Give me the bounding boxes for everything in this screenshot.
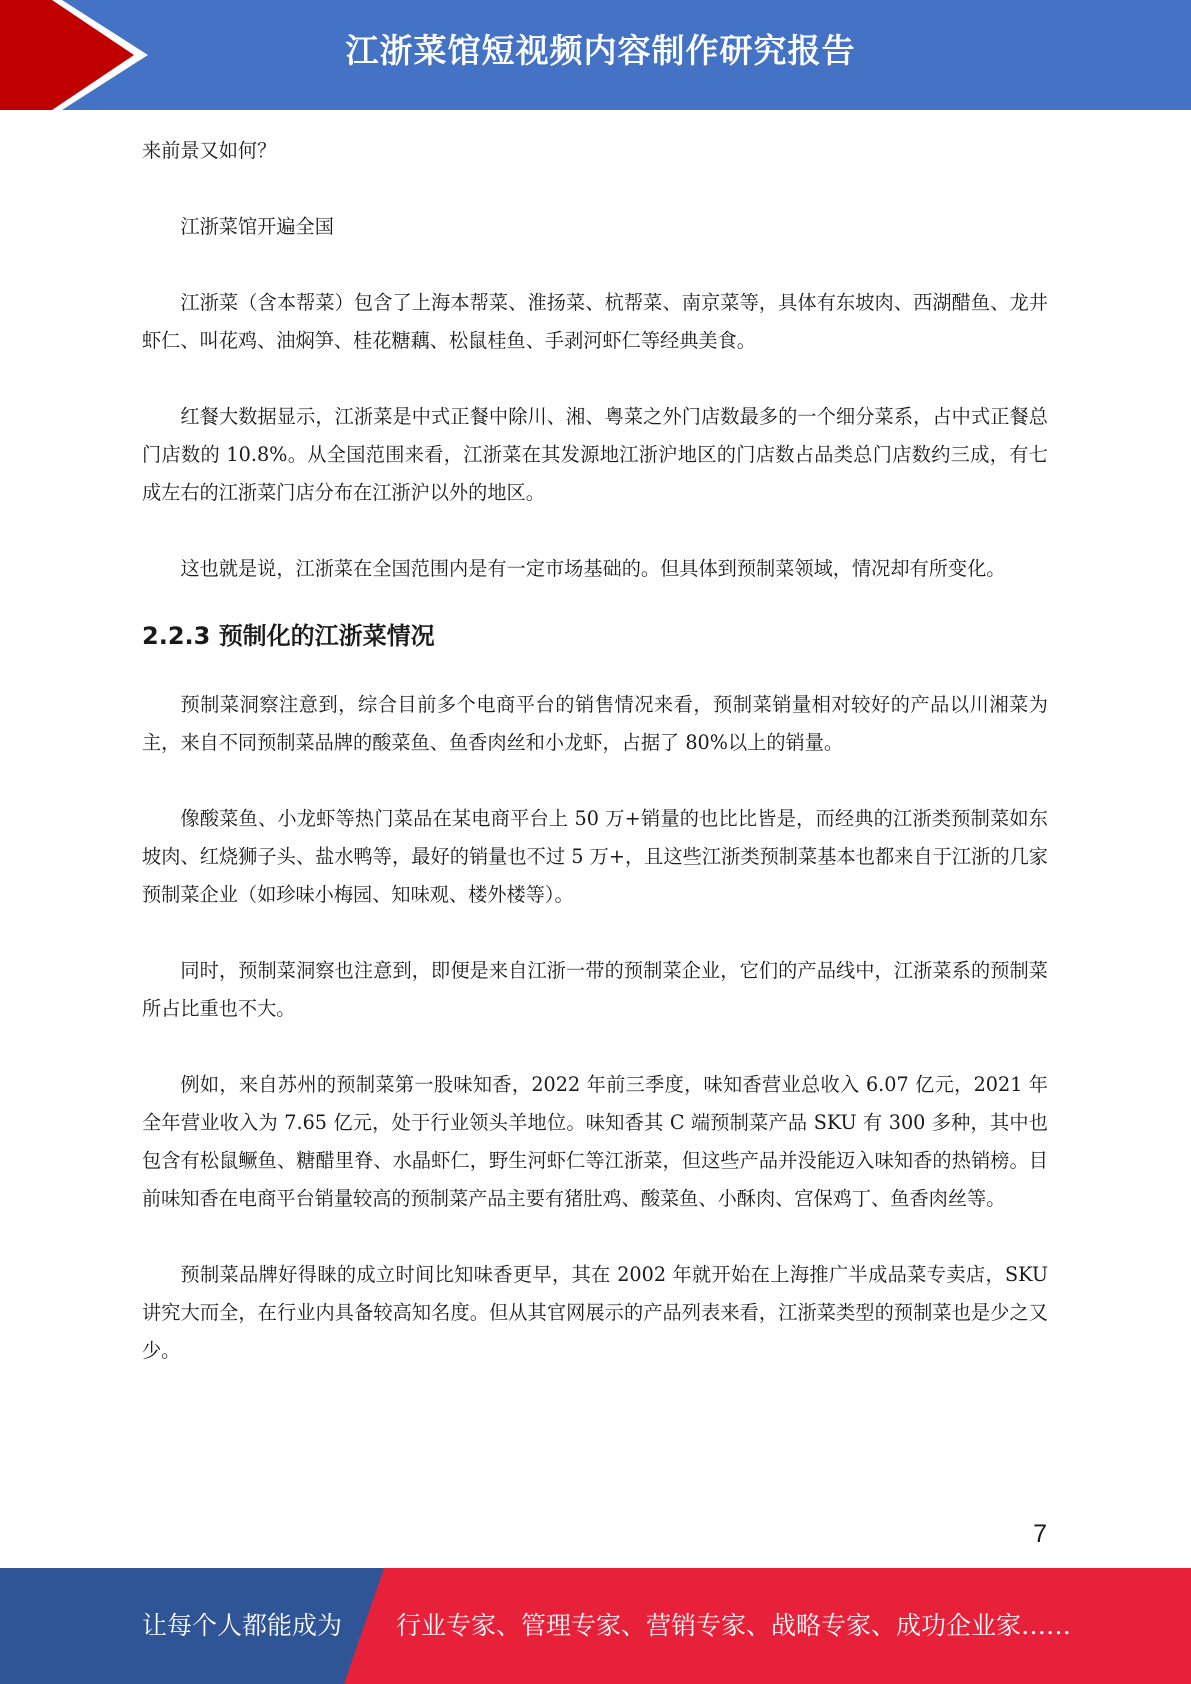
paragraph: 像酸菜鱼、小龙虾等热门菜品在某电商平台上 50 万+销量的也比比皆是，而经典的江浙类预制菜如东坡肉、红烧狮子头、盐水鸭等，最好的销量也不过 5 万+，且这些江浙类预制菜基本也都来自于江浙的几家预制菜企业（如珍味小梅园、知味观、楼外楼等）。 (142, 807, 1048, 906)
footer-slogan-right: 行业专家、管理专家、营销专家、战略专家、成功企业家…… (396, 1611, 1072, 1640)
report-header (0, 0, 1191, 110)
paragraph: 来前景又如何？ (142, 139, 277, 162)
report-title: 江浙菜馆短视频内容制作研究报告 (345, 31, 856, 70)
page-number: 7 (1033, 1520, 1047, 1548)
paragraph: 江浙菜馆开遍全国 (180, 215, 334, 238)
paragraph: 这也就是说，江浙菜在全国范围内是有一定市场基础的。但具体到预制菜领域，情况却有所变化。 (180, 557, 1006, 580)
footer-banner (0, 1568, 1191, 1684)
paragraph: 江浙菜（含本帮菜）包含了上海本帮菜、淮扬菜、杭帮菜、南京菜等，具体有东坡肉、西湖醋鱼、龙井虾仁、叫花鸡、油焖笋、桂花糖藕、松鼠桂鱼、手剥河虾仁等经典美食。 (142, 291, 1048, 352)
section-heading: 2.2.3 预制化的江浙菜情况 (142, 622, 435, 650)
page-body (142, 132, 1048, 1408)
paragraph: 红餐大数据显示，江浙菜是中式正餐中除川、湘、粤菜之外门店数最多的一个细分菜系，占中式正餐总门店数的 10.8%。从全国范围来看，江浙菜在其发源地江浙沪地区的门店数占品类总门店数约三成，有七成左右的江浙菜门店分布在江浙沪以外的地区。 (142, 405, 1048, 504)
paragraph: 预制菜品牌好得睐的成立时间比知味香更早，其在 2002 年就开始在上海推广半成品菜专卖店，SKU 讲究大而全，在行业内具备较高知名度。但从其官网展示的产品列表来看，江浙菜类型的预制菜也是少之又少。 (142, 1263, 1048, 1362)
paragraph: 例如，来自苏州的预制菜第一股味知香，2022 年前三季度，味知香营业总收入 6.07 亿元，2021 年全年营业收入为 7.65 亿元，处于行业领头羊地位。味知香其 C 端预制菜产品 SKU 有 300 多种，其中也包含有松鼠鳜鱼、糖醋里脊、水晶虾仁，野生河虾仁等江浙菜，但这些产品并没能迈入味知香的热销榜。目前味知香在电商平台销量较高的预制菜产品主要有猪肚鸡、酸菜鱼、小酥肉、宫保鸡丁、鱼香肉丝等。 (142, 1073, 1048, 1210)
paragraph: 同时，预制菜洞察也注意到，即便是来自江浙一带的预制菜企业，它们的产品线中，江浙菜系的预制菜所占比重也不大。 (142, 959, 1048, 1020)
footer-slogan-left: 让每个人都能成为 (142, 1611, 343, 1640)
paragraph: 预制菜洞察注意到，综合目前多个电商平台的销售情况来看，预制菜销量相对较好的产品以川湘菜为主，来自不同预制菜品牌的酸菜鱼、鱼香肉丝和小龙虾，占据了 80%以上的销量。 (142, 693, 1048, 754)
